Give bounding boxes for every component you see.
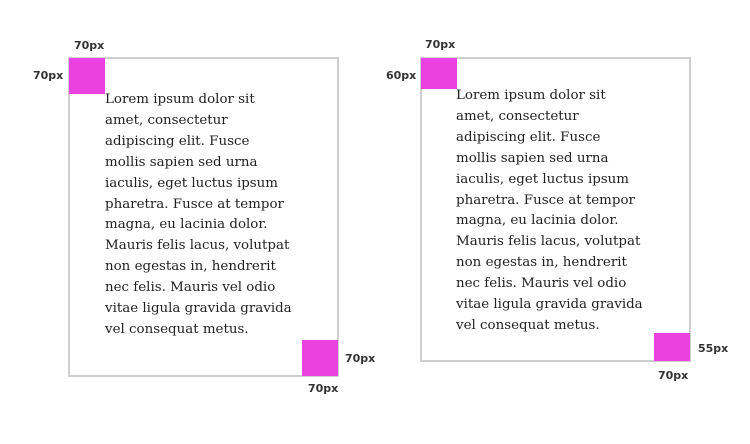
example-1-bottom-square	[302, 340, 338, 376]
example-1-bottom-height-label: 70px	[345, 352, 376, 365]
example-2-top-square	[421, 58, 457, 89]
example-2-top-width-label: 70px	[425, 38, 456, 51]
example-2-top-height-label: 60px	[386, 69, 417, 82]
example-2-paragraph: Lorem ipsum dolor sit amet, consectetur adipiscing elit. Fusce mollis sapien sed urna iaculis, eget luctus ipsum pharetra. Fusce at tempor magna, eu lacinia dolor. Mauris felis lacus, volutpat non egestas in, hendrerit nec felis. Mauris vel odio vitae ligula gravida gravida vel consequat metus.	[456, 88, 643, 333]
example-2-bottom-width-label: 70px	[658, 369, 689, 382]
example-1-top-width-label: 70px	[74, 39, 105, 52]
example-1-top-height-label: 70px	[33, 69, 64, 82]
example-2-bottom-height-label: 55px	[698, 342, 729, 355]
example-2-bottom-square	[654, 333, 690, 361]
example-1-paragraph: Lorem ipsum dolor sit amet, consectetur adipiscing elit. Fusce mollis sapien sed urna iaculis, eget luctus ipsum pharetra. Fusce at tempor magna, eu lacinia dolor. Mauris felis lacus, volutpat non egestas in, hendrerit nec felis. Mauris vel odio vitae ligula gravida gravida vel consequat metus.	[105, 92, 292, 337]
example-1-top-square	[69, 58, 105, 94]
example-1-bottom-width-label: 70px	[308, 382, 339, 395]
